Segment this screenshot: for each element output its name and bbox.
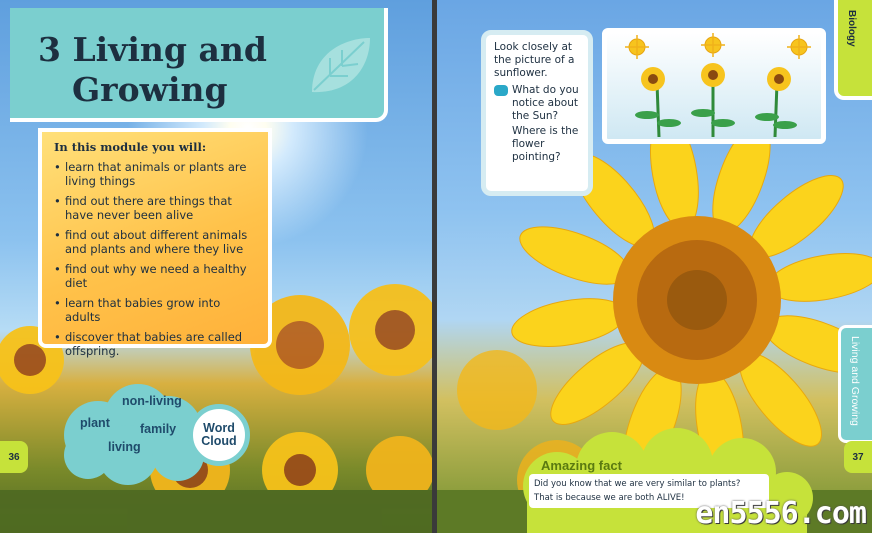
module-item: • find out why we need a healthy diet <box>54 262 258 290</box>
chapter-side-label: Living and Growing <box>849 336 861 426</box>
subject-tab <box>834 0 872 100</box>
title-banner <box>10 8 388 122</box>
title-line-2: Growing <box>72 70 228 109</box>
word-cloud <box>58 380 278 490</box>
question-flower: Where is the flower pointing? <box>512 125 579 163</box>
word-living: living <box>108 440 141 454</box>
module-item: • learn that animals or plants are living things <box>54 160 258 188</box>
sunflower-sun-picture <box>602 28 826 144</box>
title-line-1: 3 Living and <box>38 30 267 69</box>
module-item: • learn that babies grow into adults <box>54 296 258 324</box>
three-sunflowers-icon <box>607 33 821 139</box>
question-box <box>481 30 593 196</box>
page-number-right: 37 <box>844 441 872 473</box>
module-objectives-box <box>38 128 272 358</box>
amazing-fact-title: Amazing fact <box>541 458 622 473</box>
question-intro: Look closely at the picture of a sunflower. <box>494 41 575 79</box>
module-title <box>38 30 267 110</box>
question-sun: What do you notice about the Sun? <box>512 84 579 122</box>
word-non-living: non-living <box>122 394 182 408</box>
speech-bubble-icon <box>494 85 508 96</box>
chapter-side-band <box>838 325 872 443</box>
left-page <box>0 0 432 533</box>
word-cloud-label <box>188 404 250 466</box>
site-watermark: en5556.com <box>695 496 866 531</box>
word-family: family <box>140 422 177 436</box>
subject-tab-label: Biology <box>846 10 857 47</box>
module-heading: In this module you will: <box>54 140 207 154</box>
module-item: • find out about different animals and plants and where they live <box>54 228 258 256</box>
amazing-fact-line-1: Did you know that we are very similar to plants? <box>534 479 741 489</box>
module-item: • find out there are things that have never been alive <box>54 194 258 222</box>
module-item: • discover that babies are called offspring. <box>54 330 258 358</box>
page-number-left: 36 <box>0 441 28 473</box>
leaf-icon <box>306 32 374 100</box>
question-list <box>494 84 582 164</box>
right-page <box>437 0 872 533</box>
module-list <box>54 160 258 358</box>
word-plant: plant <box>80 416 110 430</box>
amazing-fact-line-2: That is because we are both ALIVE! <box>534 493 685 503</box>
word-cloud-label-1: Word <box>203 421 235 435</box>
word-cloud-label-2: Cloud <box>201 434 237 448</box>
